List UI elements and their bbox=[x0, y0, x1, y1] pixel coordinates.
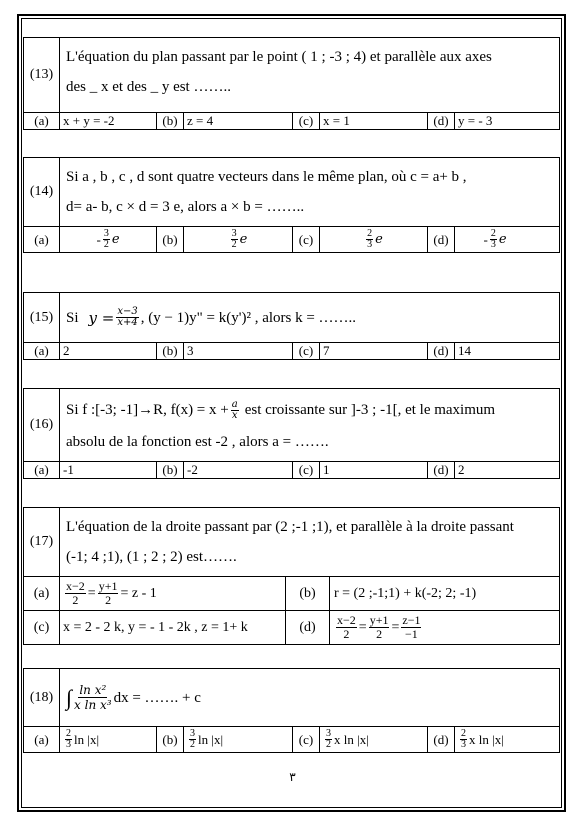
option-label: (b) bbox=[156, 113, 184, 129]
option-d[interactable]: $\frac{x-2}{2}$ = $\frac{y+1}{2}$ = $\frac{z-1}{-1}$ bbox=[337, 613, 421, 641]
option-label: (a) bbox=[24, 577, 60, 610]
question-number: (16) bbox=[24, 389, 60, 461]
option-c[interactable]: $\frac{3}{2}$ x ln |x| bbox=[326, 728, 369, 750]
options-row bbox=[23, 113, 560, 130]
question-number: (18) bbox=[24, 669, 60, 726]
option-d[interactable]: - $\frac{2}{3}$ e bbox=[483, 228, 507, 250]
option-label: (a) bbox=[24, 462, 60, 478]
option-b[interactable]: 3 bbox=[187, 343, 194, 358]
option-d[interactable]: y = - 3 bbox=[458, 113, 493, 128]
option-d[interactable]: 14 bbox=[458, 343, 471, 358]
option-c[interactable]: 1 bbox=[323, 462, 330, 477]
question-15 bbox=[23, 292, 560, 360]
question-text: Si a , b , c , d sont quatre vecteurs dans le même plan, où c = a+ b , d= a- b, c × d = 3 e, alors a × b = …….. bbox=[66, 169, 467, 215]
option-label: (b) bbox=[156, 227, 184, 252]
options-row bbox=[23, 727, 560, 753]
option-label: (c) bbox=[24, 611, 60, 644]
option-b[interactable]: $\frac{3}{2}$ e bbox=[231, 228, 248, 250]
option-b[interactable]: $\frac{3}{2}$ ln |x| bbox=[190, 728, 224, 750]
option-label: (a) bbox=[24, 113, 60, 129]
option-label: (d) bbox=[427, 113, 455, 129]
question-text: L'équation du plan passant par le point ( 1 ; -3 ; 4) et parallèle aux axes des _ x et des _ y est …….. bbox=[66, 49, 492, 95]
option-label: (a) bbox=[24, 227, 60, 252]
question-16 bbox=[23, 388, 560, 479]
option-a[interactable]: -1 bbox=[63, 462, 74, 477]
question-number: (13) bbox=[24, 38, 60, 112]
option-label: (c) bbox=[292, 727, 320, 752]
option-label: (c) bbox=[292, 227, 320, 252]
option-label: (c) bbox=[292, 343, 320, 359]
question-number: (14) bbox=[24, 158, 60, 226]
options-row bbox=[23, 343, 560, 360]
option-label: (a) bbox=[24, 343, 60, 359]
option-d[interactable]: 2 bbox=[458, 462, 465, 477]
options-row-2 bbox=[23, 611, 560, 645]
options-row bbox=[23, 227, 560, 253]
option-c[interactable]: $\frac{2}{3}$ e bbox=[367, 228, 383, 250]
option-label: (c) bbox=[292, 113, 320, 129]
option-b[interactable]: r = (2 ;-1;1) + k(-2; 2; -1) bbox=[334, 585, 477, 601]
option-label: (d) bbox=[427, 343, 455, 359]
question-13 bbox=[23, 37, 560, 130]
option-label: (d) bbox=[427, 227, 455, 252]
option-label: (a) bbox=[24, 727, 60, 752]
question-text: ∫ $\frac{\text{ln x²}}{\text{x ln x³}}$ dx = ……. + c bbox=[66, 683, 201, 712]
option-d[interactable]: $\frac{2}{3}$ x ln |x| bbox=[461, 728, 504, 750]
question-text: Si f :[-3; -1]→R, f(x) = x + $\frac{a}{x}$ est croissante sur ]-3 ; -1[, et le maximum absolu de la fonction est -2 , alors a = ……. bbox=[66, 398, 496, 450]
option-c[interactable]: x = 2 - 2 k, y = - 1 - 2k , z = 1+ k bbox=[60, 611, 286, 644]
option-label: (b) bbox=[286, 577, 330, 610]
option-label: (c) bbox=[292, 462, 320, 478]
option-a[interactable]: x + y = -2 bbox=[63, 113, 115, 128]
options-row-1 bbox=[23, 577, 560, 611]
option-label: (b) bbox=[156, 343, 184, 359]
question-number: (15) bbox=[24, 293, 60, 342]
question-text: L'équation de la droite passant par (2 ;-1 ;1), et parallèle à la droite passant (-1; 4 ;1), (1 ; 2 ; 2) est……. bbox=[66, 519, 514, 565]
option-label: (d) bbox=[286, 611, 330, 644]
option-a[interactable]: - $\frac{3}{2}$ e bbox=[96, 228, 120, 250]
page-number: ٣ bbox=[289, 770, 296, 784]
question-text: Si y = $\frac{x-3}{x+4}$ , (y − 1)y" = k(y')² , alors k = …….. bbox=[66, 306, 357, 328]
question-17 bbox=[23, 507, 560, 645]
question-18 bbox=[23, 668, 560, 753]
options-row bbox=[23, 462, 560, 479]
option-c[interactable]: 7 bbox=[323, 343, 330, 358]
option-a[interactable]: 2 bbox=[63, 343, 70, 358]
option-a[interactable]: $\frac{x-2}{2}$ = $\frac{y+1}{2}$ = z - 1 bbox=[60, 577, 286, 610]
question-14 bbox=[23, 157, 560, 253]
option-a[interactable]: $\frac{2}{3}$ ln |x| bbox=[66, 728, 100, 750]
option-label: (b) bbox=[156, 727, 184, 752]
option-c[interactable]: x = 1 bbox=[323, 113, 350, 128]
question-number: (17) bbox=[24, 508, 60, 576]
option-label: (b) bbox=[156, 462, 184, 478]
option-label: (d) bbox=[427, 462, 455, 478]
option-b[interactable]: -2 bbox=[187, 462, 198, 477]
option-b[interactable]: z = 4 bbox=[187, 113, 214, 128]
option-label: (d) bbox=[427, 727, 455, 752]
